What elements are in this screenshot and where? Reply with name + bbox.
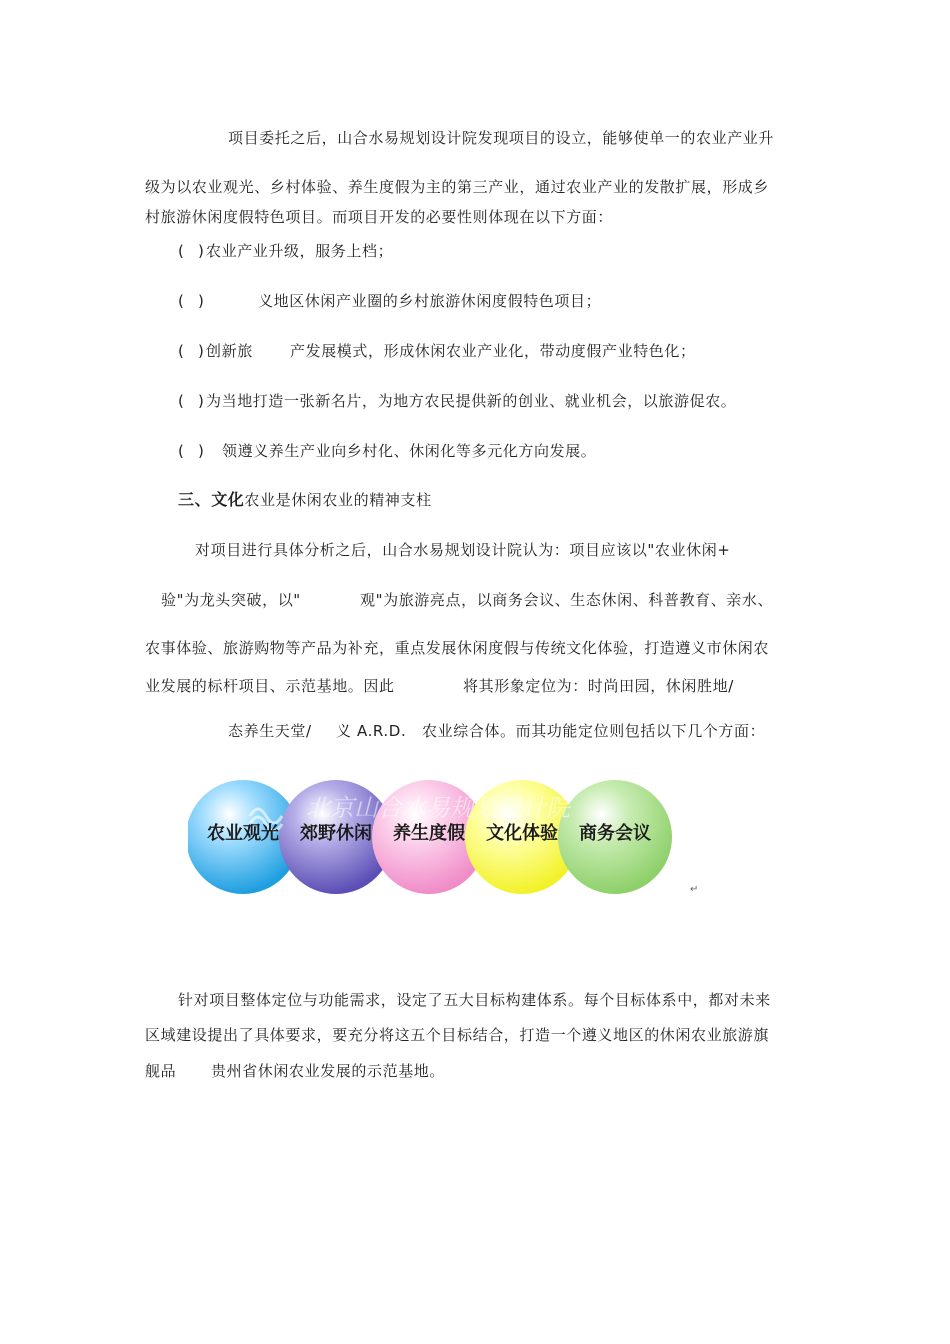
list-bracket-open: (	[178, 442, 185, 460]
list-text: 农业产业升级，服务上档；	[206, 242, 394, 260]
list-bracket-open: (	[178, 392, 185, 410]
para2-line5-b: 义 A.R.D.	[336, 722, 407, 740]
sphere-label-5: 商务会议	[579, 823, 651, 844]
para3-line3-a: 舰品	[145, 1062, 177, 1080]
para2-line4	[145, 676, 795, 696]
para2-line1: 对项目进行具体分析之后，山合水易规划设计院认为：项目应该以"农业休闲+	[195, 541, 731, 559]
para2-line2	[161, 590, 811, 610]
para2-line4-b: 将其形象定位为：时尚田园，休闲胜地/	[463, 677, 734, 695]
list-bracket-close: )	[198, 442, 205, 460]
section-heading-text: 农业是休闲农业的精神支柱	[244, 491, 432, 509]
list-bracket-close: )	[198, 392, 205, 410]
para2-line2-a: 验"为龙头突破，以"	[161, 591, 301, 609]
list-bracket-close: )	[198, 342, 205, 360]
list-bracket-open: (	[178, 292, 185, 310]
para2-line4-a: 业发展的标杆项目、示范基地。因此	[145, 677, 395, 695]
paragraph-return-mark: ↵	[690, 884, 699, 895]
section-heading-number: 三、文化	[178, 490, 245, 509]
para3-line1: 针对项目整体定位与功能需求，设定了五大目标构建体系。每个目标体系中，都对未来	[178, 991, 771, 1009]
para2-line5	[228, 721, 808, 741]
sphere-label-3: 养生度假	[393, 823, 465, 844]
watermark-text: 北京山合水易规划设计院	[306, 794, 570, 822]
list-text: 为当地打造一张新名片，为地方农民提供新的创业、就业机会，以旅游促农。	[206, 392, 737, 410]
list-text: 领遵义养生产业向乡村化、休闲化等多元化方向发展。	[222, 442, 597, 460]
para1-line3: 村旅游休闲度假特色项目。而项目开发的必要性则体现在以下方面：	[145, 208, 614, 226]
para2-line3: 农事体验、旅游购物等产品为补充，重点发展休闲度假与传统文化体验，打造遵义市休闲农	[145, 639, 770, 657]
para3-line3	[145, 1061, 545, 1081]
section-heading	[178, 490, 432, 510]
para1-line2: 级为以农业观光、乡村体验、养生度假为主的第三产业，通过农业产业的发散扩展，形成乡	[145, 178, 770, 196]
para2-line2-b: 观"为旅游亮点，以商务会议、生态休闲、科普教育、亲水、	[360, 591, 774, 609]
para2-line5-a: 态养生天堂/	[228, 722, 312, 740]
sphere-label-2: 郊野休闲	[300, 823, 372, 844]
list-text-b: 产发展模式，形成休闲农业产业化，带动度假产业特色化；	[290, 342, 696, 360]
para2-line5-c: 农业综合体。而其功能定位则包括以下几个方面：	[422, 722, 766, 740]
sphere-label-1: 农业观光	[207, 823, 279, 844]
list-text-a: 创新旅	[206, 342, 253, 360]
list-item-3	[178, 341, 738, 361]
list-item-2	[178, 291, 678, 311]
para1-line1: 项目委托之后，山合水易规划设计院发现项目的设立，能够使单一的农业产业升	[228, 129, 775, 147]
list-bracket-open: (	[178, 242, 185, 260]
list-bracket-close: )	[198, 242, 205, 260]
function-positioning-figure	[188, 776, 708, 898]
list-item-1	[178, 241, 678, 261]
sphere-label-4: 文化体验	[486, 823, 558, 844]
list-item-4	[178, 391, 778, 411]
list-bracket-open: (	[178, 342, 185, 360]
list-bracket-close: )	[198, 292, 205, 310]
function-spheres-graphic	[188, 776, 708, 898]
para3-line3-b: 贵州省休闲农业发展的示范基地。	[211, 1062, 446, 1080]
para3-line2: 区域建设提出了具体要求，要充分将这五个目标结合，打造一个遵义地区的休闲农业旅游旗	[145, 1026, 770, 1044]
list-item-5	[178, 441, 678, 461]
list-text: 义地区休闲产业圈的乡村旅游休闲度假特色项目；	[258, 292, 602, 310]
